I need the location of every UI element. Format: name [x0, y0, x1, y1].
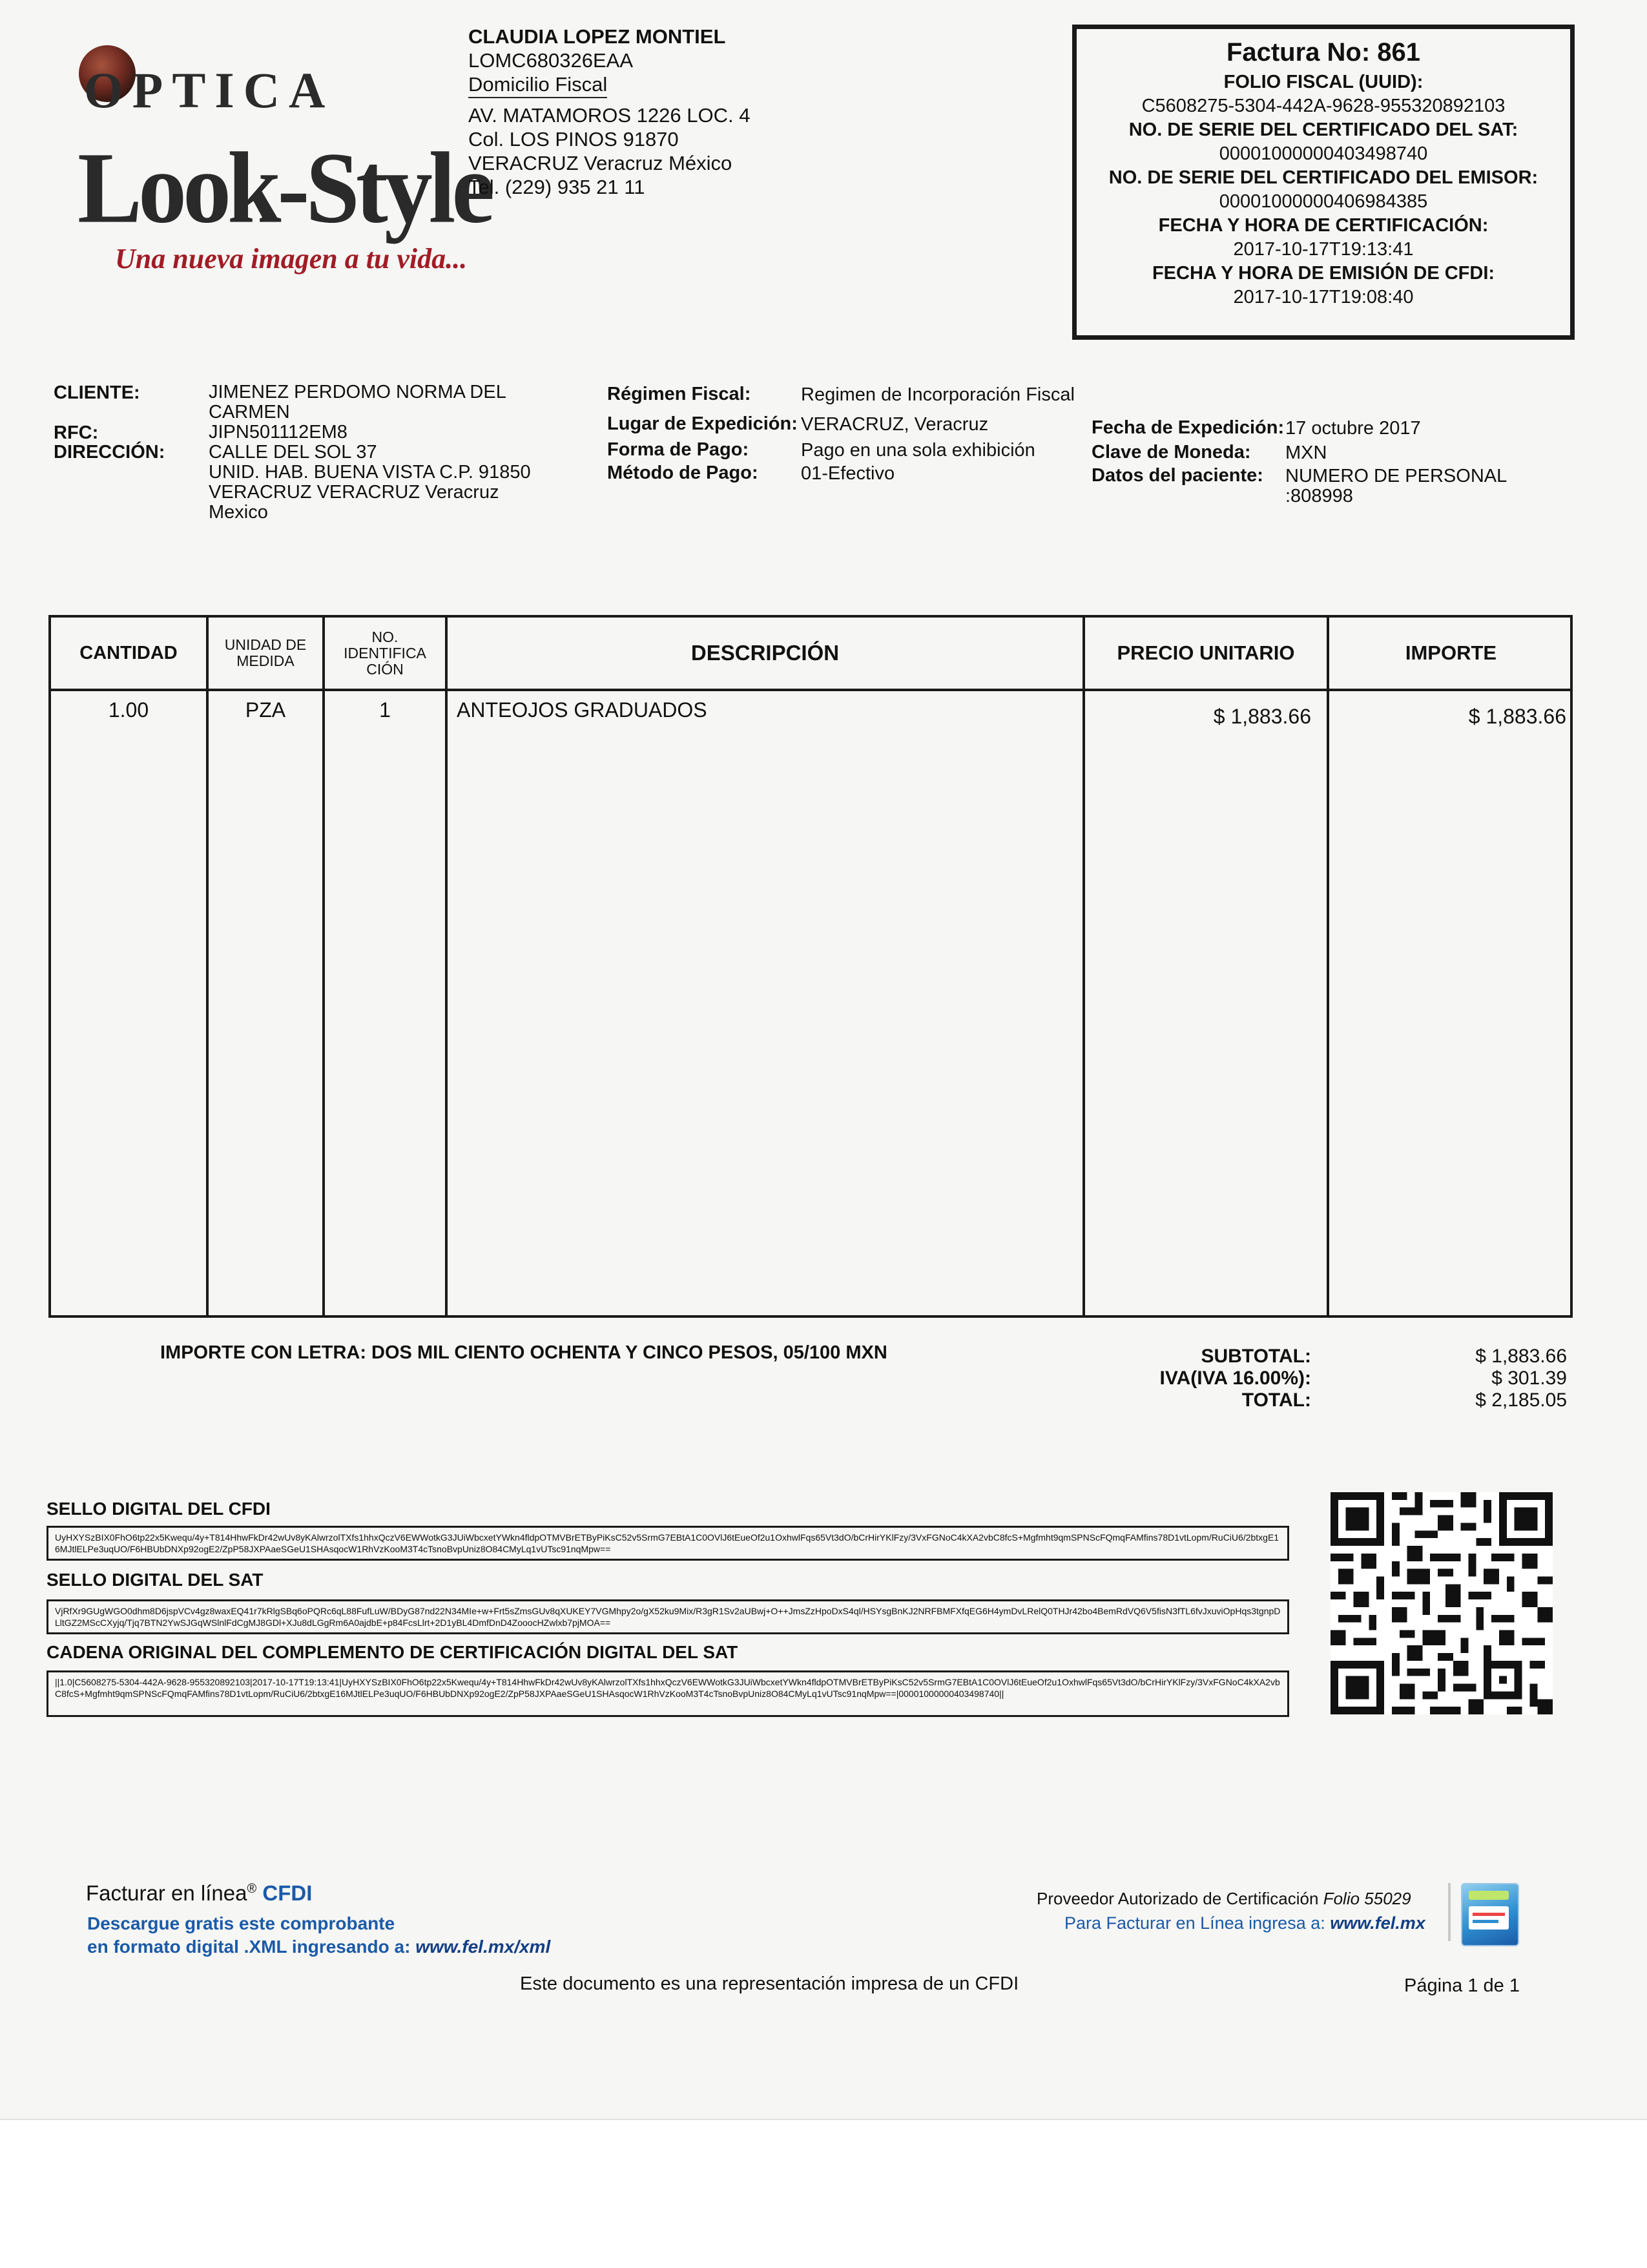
moneda-label: Clave de Moneda: — [1092, 442, 1251, 463]
row-importe: $ 1,883.66 — [1468, 705, 1566, 728]
direccion-line-1: CALLE DEL SOL 37 — [209, 442, 377, 463]
issuer-block — [468, 25, 750, 199]
header-cantidad: CANTIDAD — [79, 642, 178, 663]
folio-value: C5608275-5304-442A-9628-955320892103 — [1141, 96, 1506, 116]
iva-value: $ 301.39 — [1491, 1368, 1567, 1389]
cliente-label: CLIENTE: — [54, 382, 140, 403]
footer-divider — [1448, 1883, 1451, 1941]
emision-label: FECHA Y HORA DE EMISIÓN DE CFDI: — [1152, 263, 1495, 284]
header-no-line-2: IDENTIFICA — [344, 644, 426, 661]
direccion-line-2: UNID. HAB. BUENA VISTA C.P. 91850 — [209, 462, 531, 483]
xml-download-link[interactable]: www.fel.mx/xml — [415, 1937, 551, 1957]
header-importe: IMPORTE — [1405, 641, 1497, 664]
qr-code-icon — [1331, 1492, 1553, 1714]
para-facturar-label: Para Facturar en Línea ingresa a: — [1064, 1913, 1331, 1933]
header-no-identificacion — [325, 618, 445, 689]
row-unidad: PZA — [245, 698, 286, 722]
issuer-rfc: LOMC680326EAA — [468, 49, 634, 72]
invoice-info-box — [1072, 25, 1575, 340]
logo-optica-text: OPTICA — [84, 62, 335, 118]
header-unidad-line-2: MEDIDA — [236, 652, 295, 669]
sello-cfdi-title: SELLO DIGITAL DEL CFDI — [47, 1499, 271, 1519]
metodo-pago-label: Método de Pago: — [607, 463, 758, 483]
issuer-address-1: AV. MATAMOROS 1226 LOC. 4 — [468, 104, 751, 127]
direccion-line-4: Mexico — [209, 502, 268, 523]
sello-sat-title: SELLO DIGITAL DEL SAT — [47, 1570, 264, 1590]
cadena-original-box: ||1.0|C5608275-5304-442A-9628-955320892103|2017-10-17T19:13:41|UyHXYSzBIX0FhO6tp22x5Kwequ/4y+T814HhwFkDr42wUv8yKAlwrzolTXfs1hhxQczV6EWWotkG3JUiWbcxetYWkn4fldpOTMVBrETByPiKsC52v5SrmG7EBtA1C0OVlJ6tEueOf2u1OxhwlFqs65Vt3dO/bCrHirYKlFzy/3VxFGNoC4kXA2vbC8fcS+Mgfmht9qmSPNScFQmqFAMfins78D1vtLopm/RuCiU6/2btxgE16MJtlELPe3uqUO/F6HBUbDNXp92ogE2/ZpP58JXPAaeSGeU1SHAsqocW1RhVzKooM3T4cTsnoBvpUniz8O84CMyLq1vUTsc91nqMpw==|00001000000403498740|| — [47, 1670, 1289, 1717]
direccion-line-3: VERACRUZ VERACRUZ Veracruz — [209, 482, 499, 503]
cfdi-brand: CFDI — [262, 1881, 313, 1905]
certificacion-value: 2017-10-17T19:13:41 — [1233, 239, 1414, 260]
serie-emisor-value: 00001000000406984385 — [1219, 191, 1428, 212]
issuer-address-2: Col. LOS PINOS 91870 — [468, 128, 679, 151]
items-table — [48, 615, 1573, 1318]
header-no-line-1: NO. — [371, 628, 399, 645]
cliente-line-1: JIMENEZ PERDOMO NORMA DEL — [209, 382, 506, 402]
subtotal-value: $ 1,883.66 — [1475, 1346, 1567, 1367]
table-divider — [445, 618, 448, 1315]
lugar-value: VERACRUZ, Veracruz — [801, 414, 989, 435]
table-divider — [206, 618, 209, 1315]
paciente-label: Datos del paciente: — [1092, 465, 1263, 486]
sello-cfdi-box: UyHXYSzBIX0FhO6tp22x5Kwequ/4y+T814HhwFkDr42wUv8yKAlwrzolTXfs1hhxQczV6EWWotkG3JUiWbcxetYWkn4fldpOTMVBrETByPiKsC52v5SrmG7EBtA1C0OVlJ6tEueOf2u1OxhwlFqs65Vt3dO/bCrHirYKlFzy/3VxFGNoC4kXA2vbC8fcS+Mgfmht9qmSPNScFQmqFAMfins78D1vtLopm/RuCiU6/2btxgE16MJtlELPe3uqUO/F6HBUbDNXp92ogE2/ZpP58JXPAaeSGeU1SHAsqocW1RhVzKooM3T4cTsnoBvpUniz8O84CMyLq1vUTsc91nqMpw== — [47, 1526, 1289, 1561]
header-unidad-line-1: UNIDAD DE — [224, 636, 307, 653]
proveedor-folio: Folio 55029 — [1323, 1889, 1411, 1908]
header-no-line-3: CIÓN — [366, 660, 404, 678]
page-indicator: Página 1 de 1 — [1404, 1975, 1520, 1996]
logo-brand-text: Look-Style — [78, 131, 492, 245]
fecha-expedicion-label: Fecha de Expedición: — [1092, 417, 1285, 438]
facturar-en-linea — [86, 1881, 312, 1906]
issuer-domicilio-label: Domicilio Fiscal — [468, 72, 607, 98]
totals-values — [1389, 1346, 1567, 1411]
certificacion-label: FECHA Y HORA DE CERTIFICACIÓN: — [1158, 215, 1489, 236]
proveedor-label: Proveedor Autorizado de Certificación — [1037, 1889, 1319, 1908]
row-cantidad: 1.00 — [108, 698, 149, 722]
fel-link[interactable]: www.fel.mx — [1330, 1913, 1425, 1933]
cliente-line-2: CARMEN — [209, 402, 290, 422]
iva-label: IVA(IVA 16.00%): — [1159, 1368, 1311, 1389]
issuer-phone: Tel. (229) 935 21 11 — [468, 176, 645, 198]
proveedor-line — [1037, 1889, 1411, 1909]
cadena-original-title: CADENA ORIGINAL DEL COMPLEMENTO DE CERTIFICACIÓN DIGITAL DEL SAT — [47, 1642, 738, 1662]
metodo-pago-value: 01-Efectivo — [801, 463, 895, 484]
para-facturar-line — [1064, 1913, 1425, 1933]
regimen-value: Regimen de Incorporación Fiscal — [801, 384, 1075, 405]
fecha-expedicion-value: 17 octubre 2017 — [1285, 418, 1421, 439]
forma-pago-label: Forma de Pago: — [607, 439, 749, 460]
row-no: 1 — [379, 698, 391, 722]
table-divider — [322, 618, 325, 1315]
header-unidad — [209, 618, 322, 689]
descargue-line-2: en formato digital .XML ingresando a: — [87, 1937, 416, 1957]
serie-sat-label: NO. DE SERIE DEL CERTIFICADO DEL SAT: — [1128, 120, 1518, 140]
issuer-address-3: VERACRUZ Veracruz México — [468, 152, 732, 174]
representacion-text: Este documento es una representación impresa de un CFDI — [520, 1973, 1019, 1994]
issuer-name: CLAUDIA LOPEZ MONTIEL — [468, 25, 726, 48]
serie-emisor-label: NO. DE SERIE DEL CERTIFICADO DEL EMISOR: — [1108, 167, 1538, 188]
moneda-value: MXN — [1285, 442, 1327, 463]
row-descripcion: ANTEOJOS GRADUADOS — [457, 698, 707, 722]
emision-value: 2017-10-17T19:08:40 — [1233, 287, 1414, 307]
totals-labels — [1072, 1346, 1311, 1411]
registered-mark: ® — [247, 1882, 257, 1896]
paciente-line-2: :808998 — [1285, 486, 1353, 506]
fel-badge-icon — [1461, 1883, 1519, 1946]
row-precio: $ 1,883.66 — [1213, 705, 1311, 728]
scan-bottom-margin — [0, 2119, 1647, 2268]
sello-sat-box: VjRfXr9GUgWGO0dhm8D6jspVCv4gz8waxEQ41r7kRlgSBq6oPQRc6qL88FufLuW/BDyG87nd22N34MIe+w+Frt5sZmsGUv8qXUKEY7VGMhpy2o/gX52ku9Mix/R3gR1Sv2aUBwj+O++JmsZzHpoDxS4ql/HSYsgBnKJ2NRFBMFXfqEG6H4ymDvLRelQ0THJr42bo4BemRdVQ6V5fisN3fTL6fvJxuviOpHqs3tgnpDLltGZ2MScCXyjq/Tjq7BTN2YwSJGqWSlnlFdCgMJ8GDl+XJu8dLGgRm6A0ajdbE+p84FcsLlrt+2D1yBL4DmfDnD4ZooocHZwlxb7pjMOA== — [47, 1599, 1289, 1634]
table-header-divider — [51, 689, 1570, 691]
folio-label: FOLIO FISCAL (UUID): — [1223, 72, 1424, 92]
total-value: $ 2,185.05 — [1475, 1389, 1567, 1411]
descargue-text — [87, 1912, 550, 1959]
regimen-label: Régimen Fiscal: — [607, 384, 751, 404]
direccion-label: DIRECCIÓN: — [54, 442, 165, 463]
invoice-number: Factura No: 861 — [1226, 38, 1421, 67]
paciente-line-1: NUMERO DE PERSONAL — [1285, 466, 1507, 486]
header-descripcion: DESCRIPCIÓN — [690, 641, 840, 665]
descargue-line-1: Descargue gratis este comprobante — [87, 1913, 395, 1933]
lugar-label: Lugar de Expedición: — [607, 413, 798, 434]
forma-pago-value: Pago en una sola exhibición — [801, 440, 1035, 461]
header-precio-unitario: PRECIO UNITARIO — [1117, 641, 1295, 664]
serie-sat-value: 00001000000403498740 — [1219, 143, 1428, 164]
total-label: TOTAL: — [1241, 1389, 1311, 1411]
importe-con-letra: IMPORTE CON LETRA: DOS MIL CIENTO OCHENTA Y CINCO PESOS, 05/100 MXN — [160, 1342, 887, 1363]
logo-tagline: Una nueva imagen a tu vida... — [115, 243, 468, 275]
cliente-rfc: JIPN501112EM8 — [209, 422, 347, 442]
cliente-value — [209, 382, 531, 523]
subtotal-label: SUBTOTAL: — [1201, 1346, 1311, 1367]
facturar-prefix: Facturar en línea — [86, 1881, 247, 1905]
rfc-label: RFC: — [54, 422, 99, 443]
paciente-value — [1285, 466, 1507, 506]
